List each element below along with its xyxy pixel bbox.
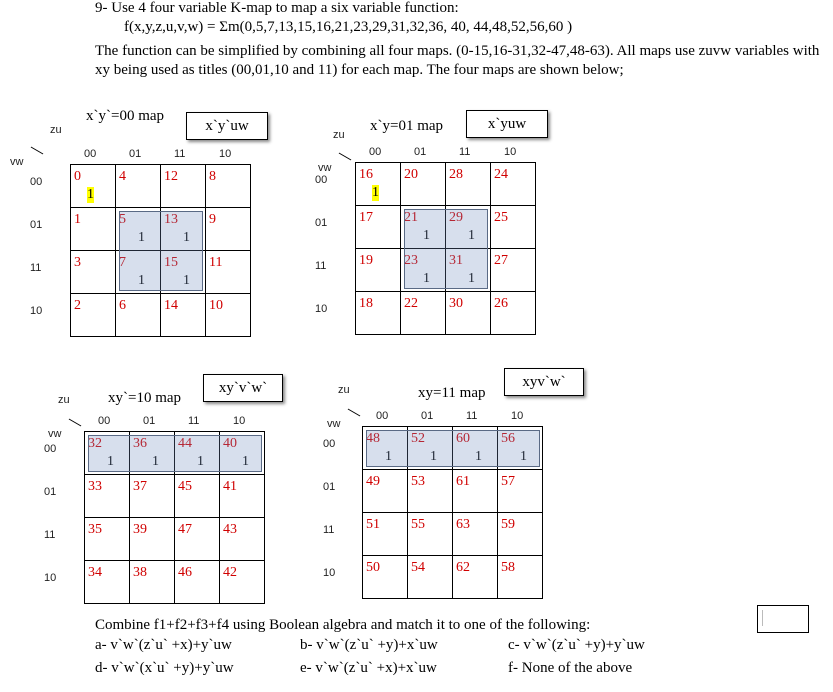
column-label: 11 — [174, 148, 186, 160]
minterm-number: 43 — [223, 522, 237, 537]
map-variable-box: xyv`w` — [504, 368, 584, 396]
minterm-number: 46 — [178, 565, 192, 580]
column-label: 01 — [414, 146, 427, 158]
minterm-number: 11 — [209, 255, 223, 270]
kmap-cell — [356, 292, 401, 335]
row-label: 00 — [44, 443, 57, 455]
map-title: x`y=01 map — [370, 118, 444, 134]
column-label: 00 — [369, 146, 382, 158]
minterm-one: 1 — [475, 449, 482, 464]
kmap-cell — [491, 249, 536, 292]
minterm-number: 39 — [133, 522, 147, 537]
kmap-cell — [130, 561, 175, 604]
kmap-cell — [498, 556, 543, 599]
minterm-one: 1 — [87, 187, 94, 202]
kmap-cell — [453, 470, 498, 513]
minterm-number: 7 — [119, 255, 126, 270]
minterm-number: 42 — [223, 565, 237, 580]
vw-label: vw — [318, 162, 332, 174]
combine-instruction: Combine f1+f2+f3+f4 using Boolean algebra and match it to one of the following: — [95, 617, 591, 633]
kmap-cell — [446, 292, 491, 335]
corner-divider — [348, 409, 361, 417]
kmap-cell — [130, 518, 175, 561]
minterm-number: 17 — [359, 210, 373, 225]
minterm-one: 1 — [423, 228, 430, 243]
minterm-one: 1 — [197, 454, 204, 469]
minterm-number: 63 — [456, 517, 470, 532]
prime-implicant-group — [366, 430, 540, 467]
minterm-number: 6 — [119, 298, 126, 313]
minterm-number: 52 — [411, 431, 425, 446]
minterm-number: 47 — [178, 522, 192, 537]
option-f[interactable]: f- None of the above — [508, 660, 633, 676]
minterm-number: 4 — [119, 169, 126, 184]
minterm-number: 51 — [366, 517, 380, 532]
kmap-cell — [446, 163, 491, 206]
minterm-number: 27 — [494, 253, 508, 268]
column-label: 01 — [143, 415, 156, 427]
row-label: 00 — [30, 176, 43, 188]
column-label: 11 — [188, 415, 200, 427]
column-label: 00 — [376, 410, 389, 422]
kmap-cell — [116, 294, 161, 337]
minterm-number: 1 — [74, 212, 81, 227]
zu-label: zu — [50, 124, 62, 136]
kmap-cell — [85, 518, 130, 561]
kmap-cell — [356, 206, 401, 249]
kmap-cell — [71, 294, 116, 337]
kmap-cell — [85, 475, 130, 518]
minterm-one: 1 — [183, 273, 190, 288]
corner-divider — [339, 153, 352, 161]
question-description: The function can be simplified by combining all four maps. (0-15,16-31,32-47,48-63). All maps use zuvw variables with xy being used as titles (00,01,10 and 11) for each map. The four maps are shown below; — [95, 43, 820, 78]
column-label: 00 — [98, 415, 111, 427]
minterm-number: 61 — [456, 474, 470, 489]
kmap-cell — [408, 513, 453, 556]
row-label: 10 — [315, 303, 328, 315]
minterm-one: 1 — [468, 228, 475, 243]
minterm-one: 1 — [183, 230, 190, 245]
kmap-cell — [498, 470, 543, 513]
minterm-one: 1 — [520, 449, 527, 464]
minterm-number: 36 — [133, 436, 147, 451]
row-label: 10 — [30, 305, 43, 317]
kmap-cell — [220, 561, 265, 604]
minterm-number: 24 — [494, 167, 508, 182]
kmap-cell — [85, 561, 130, 604]
corner-divider — [69, 419, 82, 427]
kmap-cell — [161, 165, 206, 208]
minterm-number: 32 — [88, 436, 102, 451]
map-title: x`y`=00 map — [86, 108, 165, 124]
minterm-number: 21 — [404, 210, 418, 225]
kmap-cell — [356, 163, 401, 206]
map-variable-box: x`yuw — [466, 110, 548, 138]
minterm-number: 53 — [411, 474, 425, 489]
map-title: xy`=10 map — [108, 390, 182, 406]
minterm-number: 22 — [404, 296, 418, 311]
kmap-cell — [130, 475, 175, 518]
option-b[interactable]: b- v`w`(z`u` +y)+x`uw — [300, 637, 438, 653]
minterm-one: 1 — [152, 454, 159, 469]
kmap-cell — [408, 470, 453, 513]
kmap-cell — [71, 165, 116, 208]
kmap-cell — [206, 251, 251, 294]
minterm-number: 33 — [88, 479, 102, 494]
minterm-number: 59 — [501, 517, 515, 532]
column-label: 10 — [511, 410, 524, 422]
minterm-number: 26 — [494, 296, 508, 311]
minterm-number: 45 — [178, 479, 192, 494]
minterm-one: 1 — [372, 185, 379, 200]
prime-implicant-group — [88, 435, 262, 472]
minterm-number: 35 — [88, 522, 102, 537]
minterm-one: 1 — [430, 449, 437, 464]
kmap-cell — [491, 163, 536, 206]
column-label: 11 — [459, 146, 471, 158]
option-a[interactable]: a- v`w`(z`u` +x)+y`uw — [95, 637, 232, 653]
minterm-number: 9 — [209, 212, 216, 227]
answer-input[interactable] — [757, 605, 809, 633]
minterm-number: 8 — [209, 169, 216, 184]
kmap-cell — [71, 208, 116, 251]
kmap-cell — [206, 294, 251, 337]
minterm-one: 1 — [138, 273, 145, 288]
minterm-number: 31 — [449, 253, 463, 268]
minterm-number: 40 — [223, 436, 237, 451]
minterm-number: 48 — [366, 431, 380, 446]
minterm-number: 37 — [133, 479, 147, 494]
minterm-number: 49 — [366, 474, 380, 489]
kmap-cell — [453, 513, 498, 556]
minterm-one: 1 — [242, 454, 249, 469]
minterm-number: 38 — [133, 565, 147, 580]
minterm-number: 56 — [501, 431, 515, 446]
prime-implicant-group — [119, 211, 203, 291]
vw-label: vw — [327, 418, 341, 430]
kmap-cell — [175, 518, 220, 561]
option-c[interactable]: c- v`w`(z`u` +y)+y`uw — [508, 637, 645, 653]
minterm-one: 1 — [468, 271, 475, 286]
column-label: 01 — [421, 410, 434, 422]
minterm-number: 41 — [223, 479, 237, 494]
question-title: 9- Use 4 four variable K-map to map a six variable function: — [95, 0, 459, 16]
minterm-number: 55 — [411, 517, 425, 532]
row-label: 10 — [44, 572, 57, 584]
row-label: 11 — [315, 260, 327, 272]
minterm-one: 1 — [138, 230, 145, 245]
minterm-one: 1 — [385, 449, 392, 464]
kmap-cell — [408, 556, 453, 599]
minterm-number: 2 — [74, 298, 81, 313]
minterm-number: 58 — [501, 560, 515, 575]
minterm-number: 57 — [501, 474, 515, 489]
map-variable-box: xy`v`w` — [203, 374, 283, 402]
minterm-number: 5 — [119, 212, 126, 227]
row-label: 01 — [323, 481, 336, 493]
column-label: 10 — [504, 146, 517, 158]
map-variable-box: x`y`uw — [186, 112, 268, 140]
minterm-number: 20 — [404, 167, 418, 182]
minterm-one: 1 — [423, 271, 430, 286]
minterm-number: 28 — [449, 167, 463, 182]
kmap-cell — [206, 165, 251, 208]
minterm-number: 54 — [411, 560, 425, 575]
zu-label: zu — [338, 384, 350, 396]
function-definition: f(x,y,z,u,v,w) = Σm(0,5,7,13,15,16,21,23,29,31,32,36, 40, 44,48,52,56,60 ) — [124, 19, 573, 35]
kmap-cell — [71, 251, 116, 294]
prime-implicant-group — [404, 209, 488, 289]
minterm-number: 19 — [359, 253, 373, 268]
zu-label: zu — [333, 129, 345, 141]
minterm-number: 62 — [456, 560, 470, 575]
minterm-number: 60 — [456, 431, 470, 446]
kmap-cell — [498, 513, 543, 556]
minterm-number: 30 — [449, 296, 463, 311]
column-label: 10 — [219, 148, 232, 160]
vw-label: vw — [10, 156, 24, 168]
minterm-number: 23 — [404, 253, 418, 268]
minterm-number: 15 — [164, 255, 178, 270]
row-label: 11 — [30, 262, 42, 274]
column-label: 00 — [84, 148, 97, 160]
minterm-number: 34 — [88, 565, 102, 580]
kmap-cell — [175, 475, 220, 518]
kmap-cell — [116, 165, 161, 208]
kmap-cell — [401, 292, 446, 335]
row-label: 00 — [315, 174, 328, 186]
minterm-number: 12 — [164, 169, 178, 184]
kmap-cell — [491, 292, 536, 335]
kmap-cell — [453, 556, 498, 599]
kmap-cell — [363, 513, 408, 556]
minterm-number: 25 — [494, 210, 508, 225]
zu-label: zu — [58, 394, 70, 406]
kmap-cell — [206, 208, 251, 251]
row-label: 01 — [44, 486, 57, 498]
row-label: 11 — [44, 529, 56, 541]
minterm-number: 16 — [359, 167, 373, 182]
minterm-number: 0 — [74, 169, 81, 184]
kmap-cell — [161, 294, 206, 337]
minterm-number: 29 — [449, 210, 463, 225]
minterm-number: 13 — [164, 212, 178, 227]
kmap-cell — [220, 518, 265, 561]
column-label: 10 — [233, 415, 246, 427]
corner-divider — [31, 147, 44, 155]
row-label: 01 — [315, 217, 328, 229]
minterm-number: 18 — [359, 296, 373, 311]
minterm-number: 50 — [366, 560, 380, 575]
kmap-cell — [175, 561, 220, 604]
kmap-cell — [356, 249, 401, 292]
row-label: 01 — [30, 219, 43, 231]
kmap-cell — [363, 556, 408, 599]
minterm-number: 10 — [209, 298, 223, 313]
kmap-cell — [220, 475, 265, 518]
minterm-one: 1 — [107, 454, 114, 469]
column-label: 11 — [466, 410, 478, 422]
minterm-number: 44 — [178, 436, 192, 451]
kmap-cell — [363, 470, 408, 513]
option-e[interactable]: e- v`w`(z`u` +x)+x`uw — [300, 660, 437, 676]
vw-label: vw — [48, 428, 62, 440]
kmap-cell — [401, 163, 446, 206]
column-label: 01 — [129, 148, 142, 160]
row-label: 11 — [323, 524, 335, 536]
kmap-cell — [491, 206, 536, 249]
row-label: 00 — [323, 438, 336, 450]
row-label: 10 — [323, 567, 336, 579]
minterm-number: 3 — [74, 255, 81, 270]
option-d[interactable]: d- v`w`(x`u` +y)+y`uw — [95, 660, 234, 676]
map-title: xy=11 map — [418, 385, 486, 401]
minterm-number: 14 — [164, 298, 178, 313]
